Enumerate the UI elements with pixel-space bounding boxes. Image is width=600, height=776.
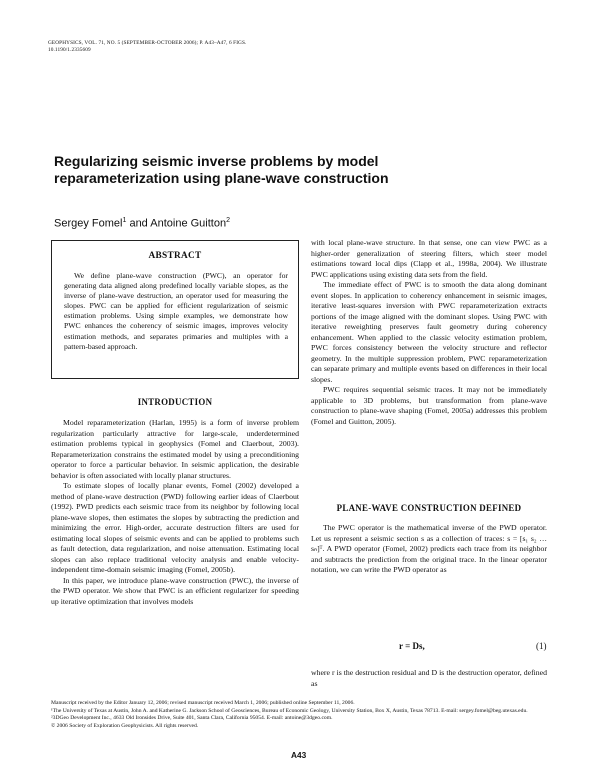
right-column (311, 238, 547, 427)
equation: r = Ds, (399, 641, 425, 651)
paragraph: PWC requires sequential seismic traces. It may not be immediately applicable to 3D problems, but transformation from plane-wave construction to plane-wave shaping (Fomel, 2005a) addresses this problem (Fomel and Guitton, 2005). (311, 385, 547, 426)
footnotes (51, 700, 551, 731)
author-name: Antoine Guitton (150, 217, 227, 230)
paragraph: The immediate effect of PWC is to smooth the data along dominant event slopes. In application to coherency enhancement in seismic images, iterative least-squares inversion with PWC reparameterization extracts portions of the image aligned with the dominant slopes. Using PWC with iterative reweighting preserves fault geometry during coherency enhancement. When applied to the classic velocity estimation problem, PWC forces consistency between the velocity structure and reflector geometry. In the multiple suppression problem, PWC reparameterization can separate primary and multiple events based on differences in their local slopes. (311, 280, 547, 384)
paragraph: where r is the destruction residual and D is the destruction operator, defined as (311, 668, 547, 688)
abstract-box (51, 240, 299, 379)
footnote-affiliation-2: ²3DGeo Development Inc., 4633 Old Ironsides Drive, Suite 401, Santa Clara, California 95054. E-mail: antoine@3dgeo.com. (51, 715, 333, 722)
paragraph: The PWC operator is the mathematical inverse of the PWD operator. Let us represent a seismic section s as a collection of traces: s = [s₁ s₂ … sₙ]ᵀ. A PWD operator (Fomel, 2002) predicts each trace from its neighbor and subtracts the prediction from the original trace. In the linear operator notation, we can write the PWD operator as (311, 523, 547, 574)
article-title: Regularizing seismic inverse problems by model reparameterization using plane-wave construction (54, 153, 389, 186)
paragraph: To estimate slopes of locally planar events, Fomel (2002) developed a method of plane-wave destruction (PWD) following earlier ideas of Claerbout (1992). PWD predicts each seismic trace from its neighbor by following local plane-wave slopes, then estimates the slopes by subtracting the prediction and minimizing the error. High-order, accurate destruction filters are used for estimating local slopes of seismic events and can be applied to problems such as fault detection, data regularization, and noise attenuation. Estimating local slopes can also replace traditional velocity analysis and enable velocity-independent time-domain seismic imaging (Fomel, 2005b). (51, 481, 299, 574)
paragraph: with local plane-wave structure. In that sense, one can view PWC as a higher-order generalization of steering filters, which steer model estimations toward local dips (Clapp et al., 1998a, 2004). We illustrate PWC applications using existing data sets from the field. (311, 238, 547, 279)
footnote-affiliation-1: ¹The University of Texas at Austin, John A. and Katherine G. Jackson School of Geosciences, Bureau of Economic Geology, University Station, Box X, Austin, Texas 78713. E-mail: sergey.fomel@beg.utexas.edu. (51, 707, 528, 714)
abstract-heading: ABSTRACT (148, 251, 202, 261)
pwc-paragraph-1 (311, 523, 547, 576)
equation-number: (1) (536, 641, 547, 651)
page-number: A43 (291, 750, 307, 760)
affiliation-marker: 2 (226, 217, 230, 224)
section-heading-pwc: PLANE-WAVE CONSTRUCTION DEFINED (336, 503, 522, 513)
author-connector: and (126, 217, 151, 230)
section-heading-introduction: INTRODUCTION (137, 397, 213, 407)
footnote-copyright: © 2006 Society of Exploration Geophysicists. All rights reserved. (51, 723, 199, 730)
affiliation-marker: 1 (122, 217, 127, 224)
journal-doi: 10.1190/1.2335609 (48, 47, 91, 54)
paragraph: Model reparameterization (Harlan, 1995) is a form of inverse problem regularization particularly attractive for large-scale, underdetermined estimation problems typical in geophysics (Fomel and Claerbout, 2003). Reparameterization constrains the estimated model by using a preconditioning operator to force a particular behavior. In seismic application, the desirable behavior is often associated with locally planar structures. (51, 418, 299, 480)
author-name: Sergey Fomel (54, 217, 123, 230)
intro-column (51, 418, 299, 607)
pwc-paragraph-2 (311, 668, 547, 689)
author-list (54, 217, 230, 230)
journal-citation: GEOPHYSICS, VOL. 71, NO. 5 (SEPTEMBER-OCTOBER 2006); P. A43–A47, 6 FIGS. (48, 40, 247, 46)
paragraph: In this paper, we introduce plane-wave construction (PWC), the inverse of the PWD operator. We show that PWC is an efficient regularizer for speeding up iterative optimization that involves models (51, 575, 299, 606)
footnote-received: Manuscript received by the Editor January 12, 2006; revised manuscript received March 1, 2006; published online September 11, 2006. (51, 700, 355, 706)
abstract-text: We define plane-wave construction (PWC), an operator for generating data aligned along predefined locally variable slopes, as the inverse of plane-wave destruction, an operator used for measuring the slopes. PWC can be applied for efficient regularization of seismic estimation problems. Using simple examples, we demonstrate how PWC enhances the coherency of seismic images, improves velocity estimation methods, and separates primaries and multiples with a pattern-based approach. (64, 271, 288, 351)
journal-header (48, 40, 246, 54)
